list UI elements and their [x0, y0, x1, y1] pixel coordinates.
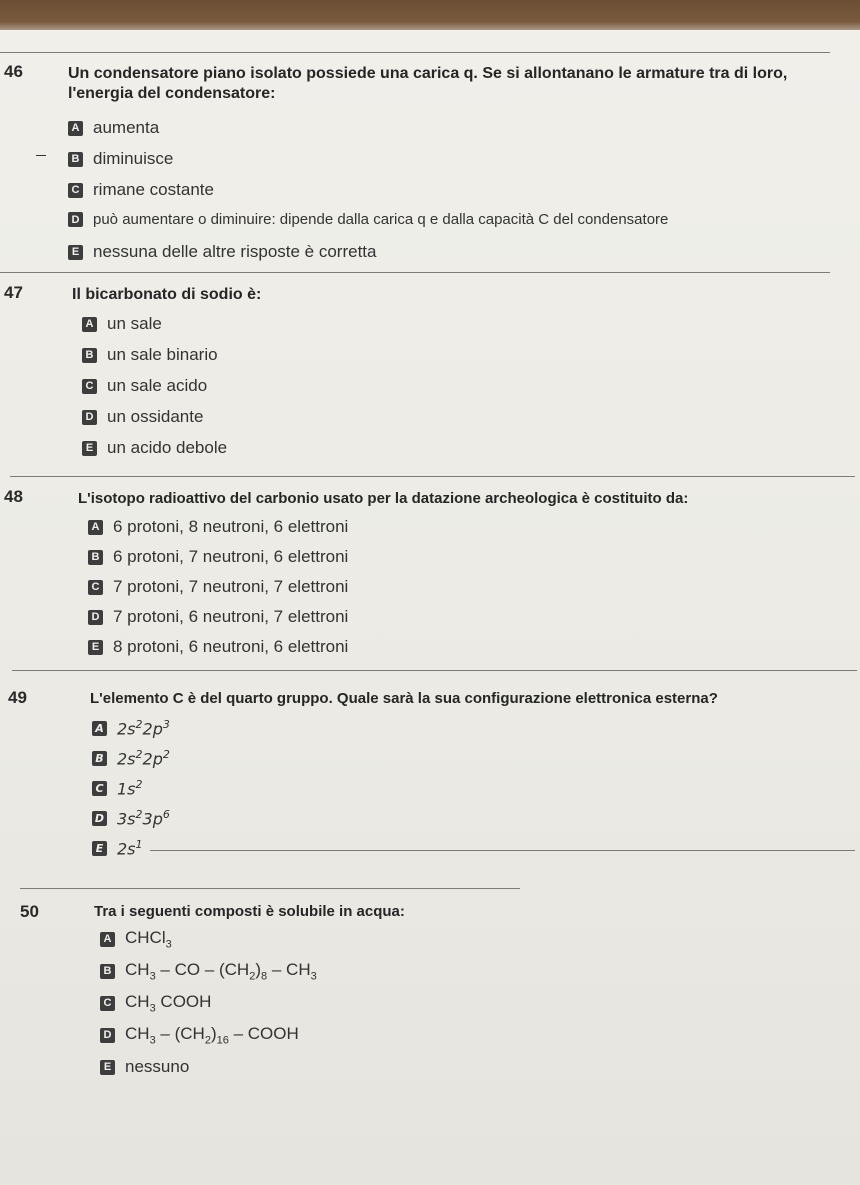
- separator-rule: [0, 272, 830, 273]
- option-b[interactable]: [92, 748, 170, 768]
- formula-superscript: 2: [135, 718, 143, 731]
- formula-text: CH: [125, 992, 150, 1011]
- option-text: 8 protoni, 6 neutroni, 6 elettroni: [113, 637, 349, 656]
- question-text: L'elemento C è del quarto gruppo. Quale sarà la sua configurazione elettronica esterna?: [90, 690, 718, 707]
- option-badge: B: [88, 550, 103, 565]
- option-text: nessuno: [125, 1057, 190, 1076]
- formula-text: – (CH: [155, 1024, 205, 1043]
- option-text: 7 protoni, 7 neutroni, 7 elettroni: [113, 577, 349, 596]
- separator-rule: [20, 888, 520, 889]
- formula-subscript: 3: [310, 970, 317, 983]
- question-number: 50: [20, 902, 39, 921]
- formula-subscript: 3: [165, 938, 172, 951]
- formula-subscript: 3: [149, 1002, 156, 1015]
- option-badge: D: [92, 811, 107, 826]
- option-formula: [117, 748, 170, 768]
- formula-subscript: 2: [249, 970, 256, 983]
- formula-superscript: 1: [135, 838, 143, 851]
- option-text: un sale: [107, 314, 162, 333]
- option-b[interactable]: [82, 345, 218, 365]
- question-text: Un condensatore piano isolato possiede una carica q. Se si allontanano le armature tra di loro, l'energia del condensatore:: [68, 65, 788, 102]
- formula-subscript: 3: [149, 1034, 156, 1047]
- option-formula: [117, 778, 143, 798]
- question-text: Il bicarbonato di sodio è:: [72, 286, 262, 303]
- option-d[interactable]: [100, 1024, 299, 1046]
- pen-mark: [36, 155, 46, 156]
- option-badge: E: [100, 1060, 115, 1075]
- option-a[interactable]: [92, 718, 170, 738]
- option-badge: C: [100, 996, 115, 1011]
- formula-text: ): [255, 960, 262, 979]
- option-b[interactable]: [88, 547, 348, 567]
- option-text: 7 protoni, 6 neutroni, 7 elettroni: [113, 607, 349, 626]
- option-formula: [125, 992, 211, 1014]
- option-badge: E: [68, 245, 83, 260]
- option-text: un sale binario: [107, 345, 218, 364]
- option-badge: B: [92, 751, 107, 766]
- option-badge: C: [82, 379, 97, 394]
- option-formula: [125, 1024, 299, 1046]
- formula-subscript: 2: [204, 1034, 211, 1047]
- formula-subscript: 16: [216, 1034, 229, 1047]
- option-formula: [117, 808, 170, 828]
- option-e[interactable]: [82, 438, 227, 458]
- option-text: aumenta: [93, 118, 160, 137]
- option-text: un ossidante: [107, 407, 204, 426]
- option-a[interactable]: [82, 314, 162, 334]
- formula-subscript: 8: [261, 970, 268, 983]
- option-badge: A: [82, 317, 97, 332]
- option-badge: D: [68, 212, 83, 227]
- option-e[interactable]: [100, 1057, 189, 1077]
- option-badge: B: [68, 152, 83, 167]
- separator-rule: [150, 850, 855, 851]
- formula-superscript: 2: [135, 748, 143, 761]
- option-text: può aumentare o diminuire: dipende dalla carica q e dalla capacità C del condensatore: [93, 211, 669, 228]
- option-badge: E: [92, 841, 107, 856]
- option-b[interactable]: [100, 960, 317, 982]
- option-badge: C: [88, 580, 103, 595]
- separator-rule: [10, 476, 855, 477]
- option-formula: [117, 718, 170, 738]
- formula-text: ): [210, 1024, 217, 1043]
- option-badge: A: [100, 932, 115, 947]
- option-text: diminuisce: [93, 149, 174, 168]
- option-d[interactable]: [68, 211, 668, 228]
- question-text: Tra i seguenti composti è solubile in acqua:: [94, 903, 405, 920]
- option-text: 6 protoni, 8 neutroni, 6 elettroni: [113, 517, 349, 536]
- question-number: 47: [4, 283, 23, 302]
- option-badge: A: [92, 721, 107, 736]
- question-number: 49: [8, 688, 27, 707]
- option-e[interactable]: [68, 242, 377, 262]
- formula-text: CH: [125, 960, 150, 979]
- option-badge: B: [82, 348, 97, 363]
- option-badge: C: [92, 781, 107, 796]
- formula-text: CHCl: [125, 928, 166, 947]
- option-formula: [117, 838, 143, 858]
- option-formula: [125, 960, 317, 982]
- formula-text: 3p: [142, 809, 163, 829]
- formula-text: 2s: [117, 839, 136, 859]
- formula-superscript: 3: [162, 718, 170, 731]
- option-e[interactable]: [88, 637, 348, 657]
- option-c[interactable]: [68, 180, 214, 200]
- separator-rule: [0, 52, 830, 53]
- option-a[interactable]: [88, 517, 348, 537]
- option-a[interactable]: [68, 118, 159, 138]
- option-badge: D: [88, 610, 103, 625]
- formula-text: 2p: [142, 749, 163, 769]
- formula-text: 2p: [142, 719, 163, 739]
- formula-superscript: 2: [135, 778, 143, 791]
- option-d[interactable]: [82, 407, 203, 427]
- option-badge: A: [88, 520, 103, 535]
- formula-text: – CO – (CH: [155, 960, 250, 979]
- option-b[interactable]: [68, 149, 173, 169]
- option-c[interactable]: [88, 577, 348, 597]
- formula-text: 2s: [117, 719, 136, 739]
- option-text: nessuna delle altre risposte è corretta: [93, 242, 377, 261]
- option-e[interactable]: [92, 838, 143, 858]
- option-text: un acido debole: [107, 438, 228, 457]
- option-c[interactable]: [100, 992, 211, 1014]
- option-text: 6 protoni, 7 neutroni, 6 elettroni: [113, 547, 349, 566]
- option-d[interactable]: [88, 607, 348, 627]
- option-a[interactable]: [100, 928, 172, 950]
- formula-superscript: 2: [162, 748, 170, 761]
- option-badge: E: [88, 640, 103, 655]
- question-number: 48: [4, 487, 23, 506]
- formula-superscript: 2: [135, 808, 143, 821]
- formula-text: 3s: [117, 809, 136, 829]
- option-badge: A: [68, 121, 83, 136]
- formula-text: – COOH: [228, 1024, 299, 1043]
- option-badge: B: [100, 964, 115, 979]
- formula-text: 1s: [117, 779, 136, 799]
- option-badge: D: [100, 1028, 115, 1043]
- formula-text: – CH: [267, 960, 311, 979]
- option-badge: C: [68, 183, 83, 198]
- separator-rule: [12, 670, 857, 671]
- question-number: 46: [4, 62, 23, 81]
- question-text: L'isotopo radioattivo del carbonio usato per la datazione archeologica è costituito da:: [78, 490, 689, 507]
- formula-text: 2s: [117, 749, 136, 769]
- option-c[interactable]: [82, 376, 207, 396]
- option-badge: D: [82, 410, 97, 425]
- formula-text: COOH: [155, 992, 212, 1011]
- option-formula: [125, 928, 172, 950]
- option-c[interactable]: [92, 778, 143, 798]
- formula-subscript: 3: [149, 970, 156, 983]
- option-badge: E: [82, 441, 97, 456]
- option-d[interactable]: [92, 808, 170, 828]
- option-text: rimane costante: [93, 180, 214, 199]
- option-text: un sale acido: [107, 376, 208, 395]
- formula-text: CH: [125, 1024, 150, 1043]
- formula-superscript: 6: [162, 808, 170, 821]
